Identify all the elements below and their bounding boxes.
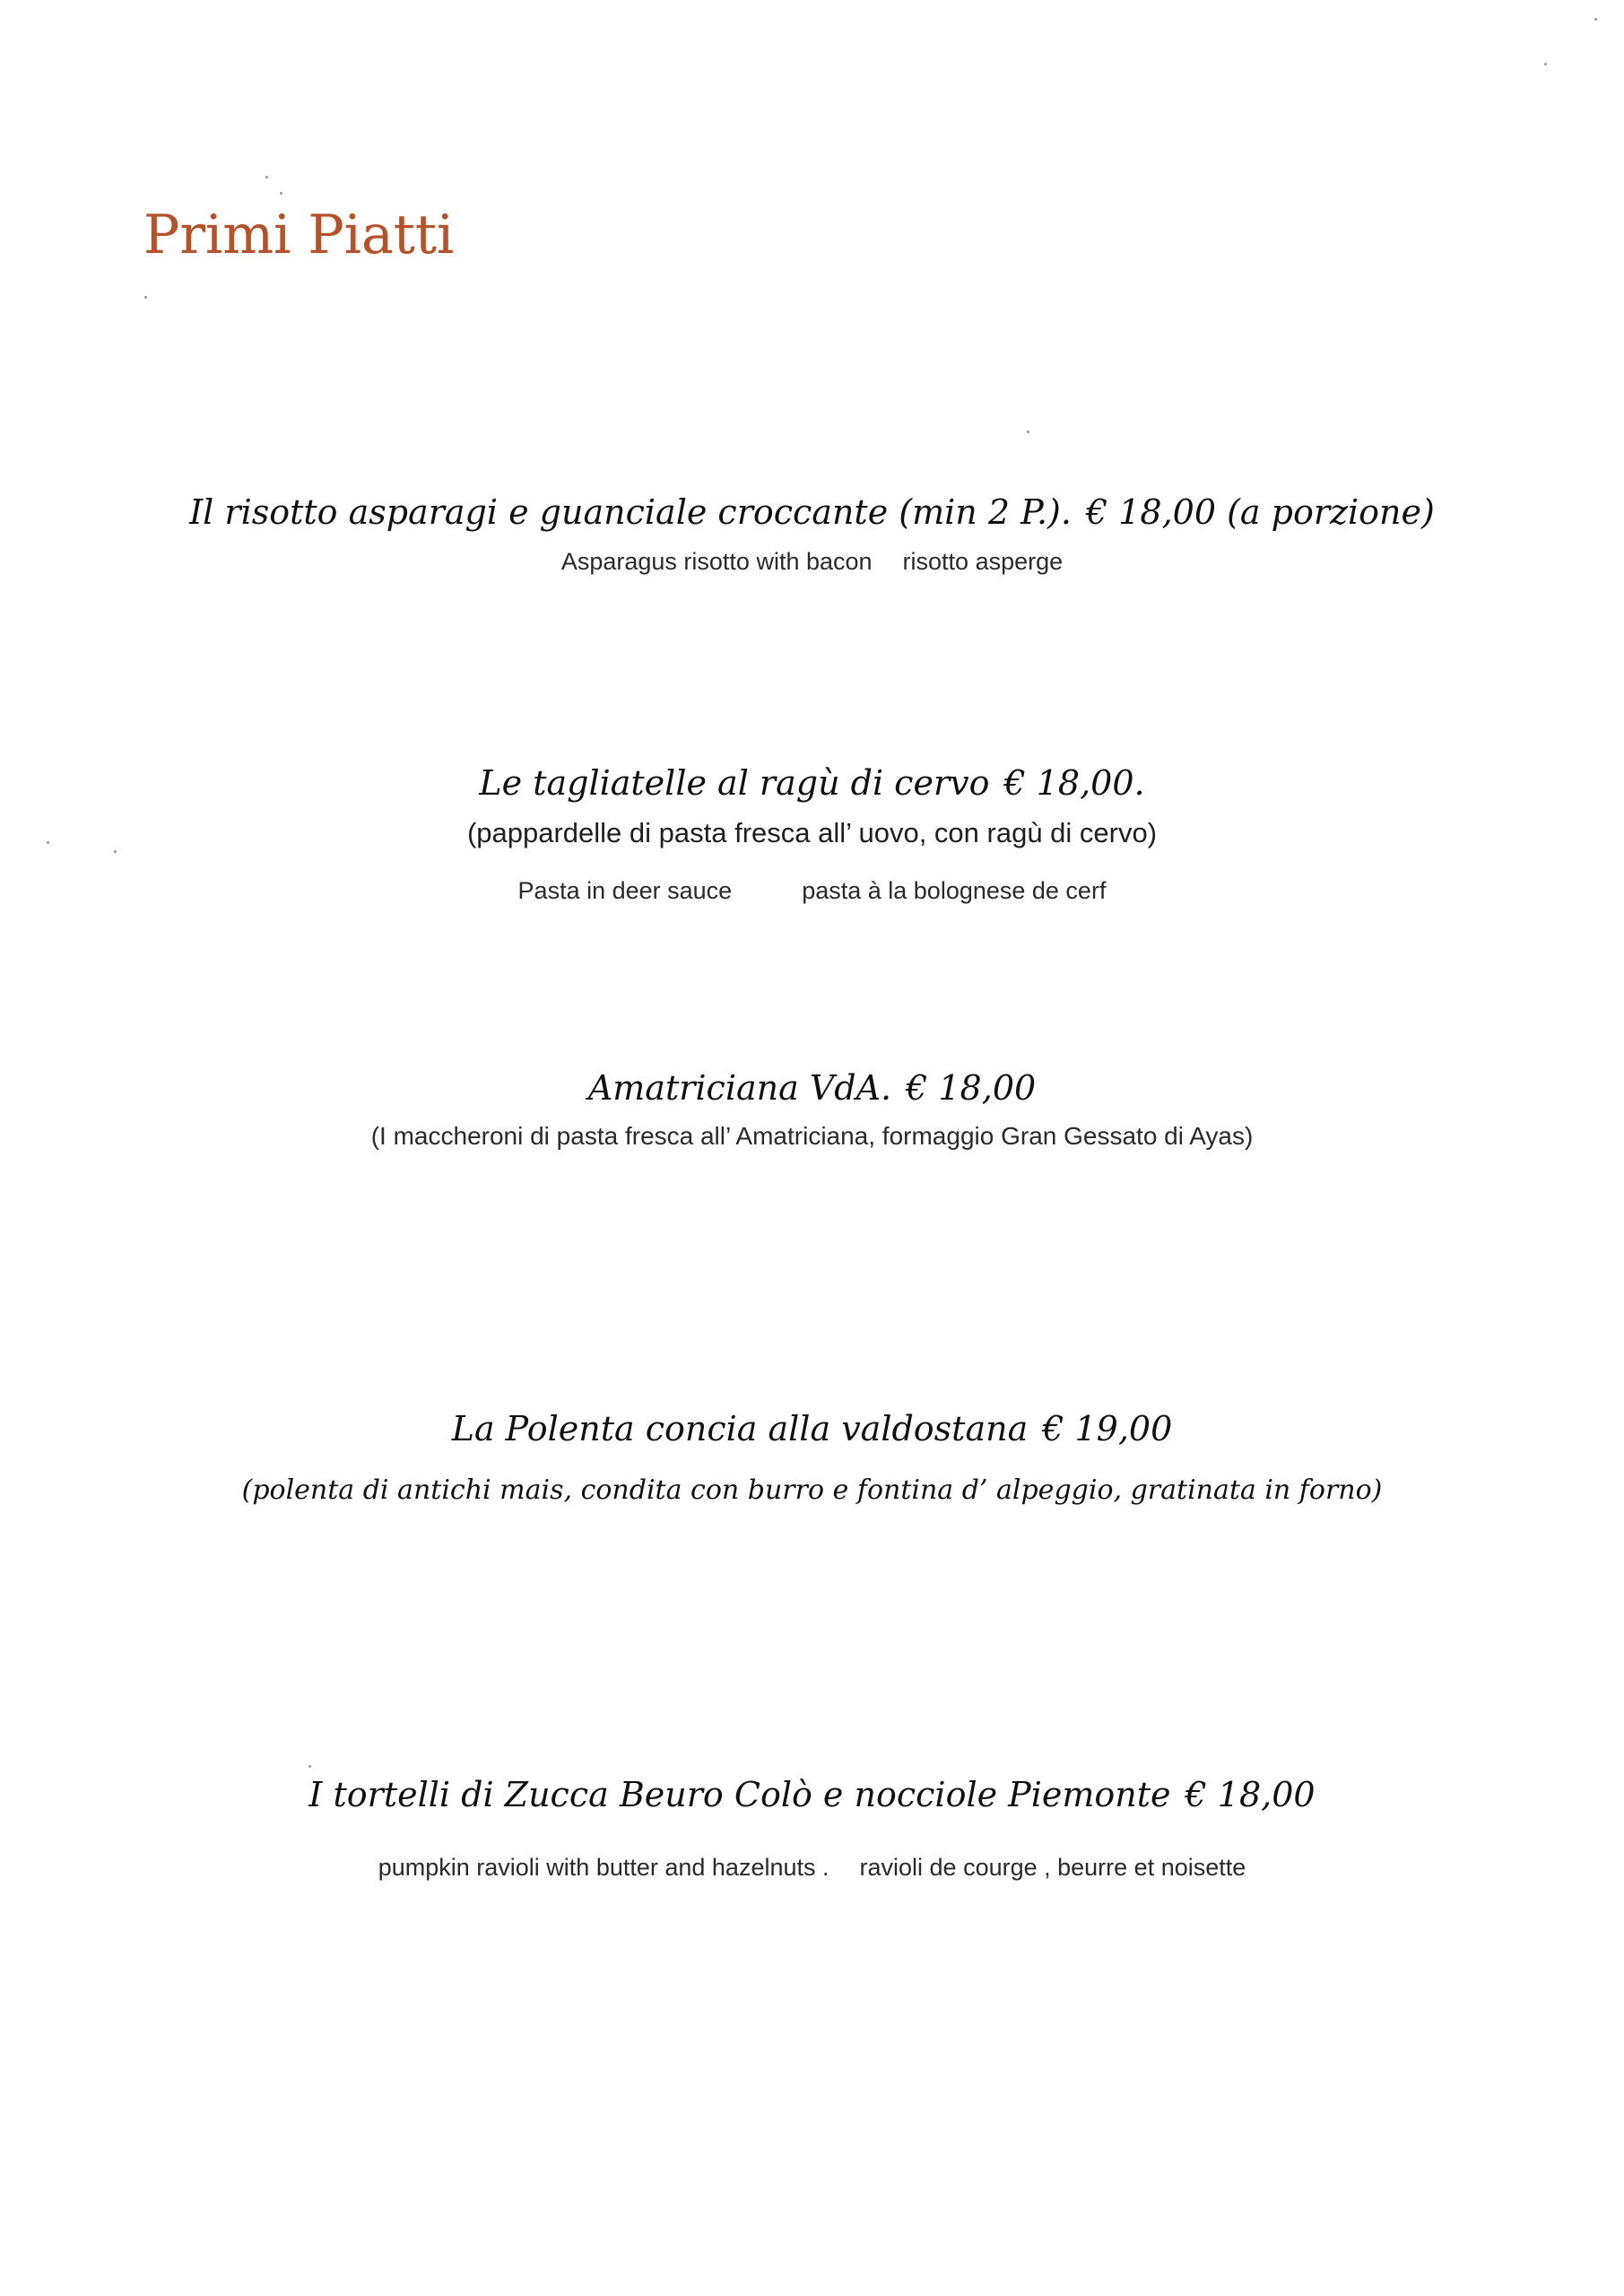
dish-name: I tortelli di Zucca Beuro Colò e nocciole Piemonte (308, 1775, 1171, 1814)
dish-description: (I maccheroni di pasta fresca all’ Amatriciana, formaggio Gran Gessato di Ayas) (370, 1121, 1254, 1150)
scan-speck (144, 296, 147, 299)
dish-name-line (588, 1067, 1036, 1110)
scan-speck (1027, 430, 1029, 433)
dish-name-line (189, 491, 1435, 535)
scan-speck (308, 1765, 311, 1768)
menu-title: Primi Piatti (143, 204, 455, 266)
dish-price: € 18,00 (1185, 1775, 1316, 1814)
dish-name: Il risotto asparagi e guanciale croccante (min 2 P.). (189, 492, 1072, 532)
dish-price: € 19,00 (1042, 1409, 1173, 1448)
scan-speck (47, 841, 49, 844)
translation-french: risotto asperge (902, 547, 1064, 575)
translation-french: pasta à la bolognese de cerf (802, 876, 1107, 904)
translation-english: Asparagus risotto with bacon (560, 547, 873, 575)
dish-price: € 18,00 (a porzione) (1085, 492, 1435, 532)
dish-name: La Polenta concia alla valdostana (451, 1409, 1029, 1448)
scan-speck (265, 176, 268, 178)
dish-name: Le tagliatelle al ragù di cervo (479, 763, 990, 803)
dish-name-line (479, 762, 1144, 805)
dish-price: € 18,00 (906, 1068, 1037, 1108)
dish-polenta (0, 1408, 1624, 1507)
dish-name: Amatriciana VdA. (587, 1068, 892, 1108)
dish-description: (pappardelle di pasta fresca all’ uovo, con ragù di cervo) (466, 816, 1158, 848)
dish-risotto (0, 491, 1624, 576)
dish-description: (polenta di antichi mais, condita con burro e fontina d’ alpeggio, gratinata in forno) (241, 1474, 1383, 1506)
dish-tortelli (0, 1774, 1624, 1882)
scan-speck (1594, 18, 1597, 21)
dish-tagliatelle (0, 762, 1624, 905)
scan-speck (1544, 63, 1547, 65)
dish-price: € 18,00. (1003, 763, 1145, 803)
translation-english: Pasta in deer sauce (517, 876, 733, 904)
dish-name-line (308, 1774, 1315, 1817)
dish-translation-line (378, 1853, 1246, 1882)
dish-amatriciana (0, 1067, 1624, 1151)
scan-speck (280, 192, 282, 195)
translation-english: pumpkin ravioli with butter and hazelnuts . (378, 1853, 829, 1881)
dish-translation-line (518, 876, 1107, 905)
dish-name-line (452, 1408, 1173, 1451)
dish-translation-line (561, 547, 1063, 576)
scan-speck (114, 850, 117, 853)
translation-french: ravioli de courge , beurre et noisette (859, 1853, 1246, 1881)
